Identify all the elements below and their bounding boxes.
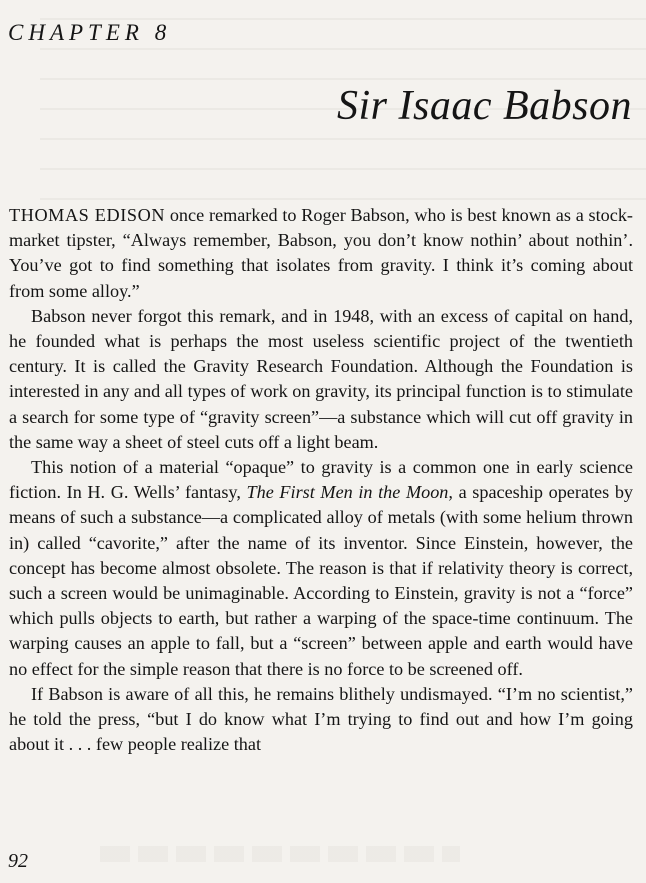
paragraph-3-text-after: a spaceship operates by means of such a substance—a complicated alloy of metals (with some helium thrown in) called “cavorite,” after the name of its inventor. Since Einstein, however, the concept has become almost obsolete. The reason is that if relativity theory is correct, such a screen would be unimaginable. According to Einstein, gravity is not a “force” which pulls objects to earth, but rather a warping of the space-time continuum. The warping causes an apple to fall, but a “screen” between apple and earth would have no effect for the simple reason that there is no force to be screened off. [9,482,634,679]
paragraph-1 [9,203,633,304]
paragraph-3-text-before: This notion of a material “opaque” to gravity is a common one in early science fiction. In H. G. Wells’ fantasy, [9,457,633,503]
page-number: 92 [8,850,28,872]
paragraph-2: Babson never forgot this remark, and in 1948, with an excess of capital on hand, he founded what is perhaps the most useless scientific project of the twentieth century. It is called the Gravity Research Foundation. Although the Foundation is interested in any and all types of work on gravity, its principal function is to stimulate a search for some type of “gravity screen”—a substance which will cut off gravity in the same way a sheet of steel cuts off a light beam. [9,305,633,452]
bleed-through-footer [100,846,460,862]
chapter-title: Sir Isaac Babson [337,83,632,129]
chapter-label: CHAPTER 8 [8,20,172,45]
paragraph-3 [9,455,633,682]
book-title: The First Men in the Moon, [246,482,453,503]
chapter-body [9,203,633,757]
opening-words: THOMAS EDISON [9,205,166,225]
paragraph-1-text: once remarked to Roger Babson, who is best known as a stock-market tipster, “Always remember, Babson, you don’t know nothin’ about nothin’. You’ve got to find something that isolates from gravity. I think it’s coming about from some alloy.” [9,205,633,301]
paragraph-4: If Babson is aware of all this, he remains blithely undismayed. “I’m no scientist,” he told the press, “but I do know what I’m trying to find out and how I’m going about it . . . few people realize that [9,683,633,755]
